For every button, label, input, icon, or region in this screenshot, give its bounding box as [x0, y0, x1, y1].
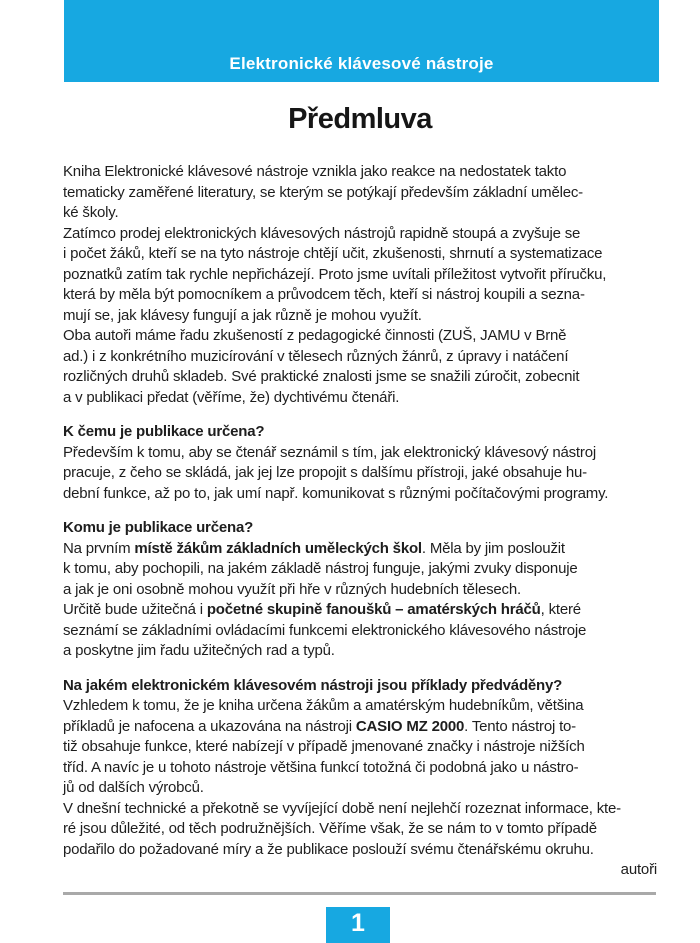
paragraph: [63, 162, 657, 224]
text-line: jů od dalších výrobců.: [63, 779, 204, 796]
section-heading: [63, 518, 657, 539]
text-line: mují se, jak klávesy fungují a jak různě je mohou využít.: [63, 306, 422, 324]
page-number-box: [326, 907, 390, 943]
text-line: i počet žáků, kteří se na tyto nástroje chtějí učit, zkušenosti, shrnutí a systematizace: [63, 245, 603, 262]
page-number: 1: [351, 909, 365, 937]
footer-rule: [63, 892, 656, 895]
text-line: pracuje, z čeho se skládá, jak jej lze propojit s dalšímu přístroji, jaké obsahuje hu-: [63, 464, 587, 481]
header-bar: [64, 0, 659, 82]
text-line: autoři: [620, 861, 657, 878]
text-line: Na jakém elektronickém klávesovém nástroji jsou příklady předváděny?: [63, 676, 563, 694]
paragraph: [63, 443, 657, 505]
text-line: seznámí se základními ovládacími funkcemi elektronického klávesového nástroje: [63, 621, 587, 639]
section-heading: [63, 422, 657, 443]
text-line: V dnešní technické a překotně se vyvíjející době není nejlehčí rozeznat informace, kte-: [63, 799, 621, 817]
text-line: Kniha Elektronické klávesové nástroje vznikla jako reakce na nedostatek takto: [63, 163, 567, 180]
running-head: Elektronické klávesové nástroje: [229, 54, 494, 73]
text-line: ré jsou důležité, od těch podružnějších. Věříme však, že se nám to v tomto případě: [63, 820, 597, 837]
text-line: Zatímco prodej elektronických klávesových nástrojů rapidně stoupá a zvyšuje se: [63, 224, 581, 242]
text-line: tiž obsahuje funkce, které nabízejí v případě jmenované značky i nástroje nižších: [63, 738, 585, 755]
text-line: a v publikaci předat (věříme, že) dychtivému čtenáři.: [63, 388, 400, 406]
text-line: dební funkce, až po to, jak umí např. komunikovat s různými počítačovými programy.: [63, 484, 609, 502]
text-line: k tomu, aby pochopili, na jakém základě nástroj funguje, jakými zvuky disponuje: [63, 560, 578, 577]
paragraph: [63, 326, 657, 408]
text-line: Komu je publikace určena?: [63, 519, 254, 536]
section-heading: [63, 676, 657, 697]
text-line: a jak je oni osobně mohou využít při hře v různých hudebních tělesech.: [63, 580, 521, 598]
text-line: podařilo do požadované míry a že publikace poslouží svému čtenářskému okruhu.: [63, 840, 594, 858]
text-line: Určitě bude užitečná i početné skupině fanoušků – amatérských hráčů, které: [63, 601, 581, 618]
signature-line: [63, 860, 657, 881]
text-line: ad.) i z konkrétního muzicírování v tělesech různých žánrů, z úpravy i natáčení: [63, 347, 569, 365]
text-line: tříd. A navíc je u tohoto nástroje většina funkcí totožná či podobná jako u nástro-: [63, 758, 579, 776]
text-line: tematicky zaměřené literatury, se kterým se potýkají především základní umělec-: [63, 183, 583, 201]
paragraph: [63, 799, 657, 861]
text-line: a poskytne jim řadu užitečných rad a typů.: [63, 642, 335, 659]
text-line: K čemu je publikace určena?: [63, 423, 265, 440]
text-line: která by měla být pomocníkem a průvodcem těch, kteří si nástroj koupili a sezna-: [63, 286, 585, 303]
text-line: ké školy.: [63, 204, 119, 221]
text-line: poznatků zatím tak rychle nepřicházejí. Proto jsme uvítali příležitost vytvořit příručku,: [63, 265, 607, 283]
text-line: Především k tomu, aby se čtenář seznámil s tím, jak elektronický klávesový nástroj: [63, 443, 596, 461]
text-line: Vzhledem k tomu, že je kniha určena žákům a amatérským hudebníkům, většina: [63, 697, 584, 714]
page-content: [63, 96, 657, 881]
page-title: Předmluva: [288, 103, 432, 135]
paragraph: [63, 224, 657, 327]
text-line: Oba autoři máme řadu zkušeností z pedagogické činnosti (ZUŠ, JAMU v Brně: [63, 327, 567, 344]
text-line: rozličných druhů skladeb. Své praktické znalosti jsme se snažili zúročit, zobecnit: [63, 368, 580, 385]
text-blocks: [63, 162, 657, 881]
text-line: Na prvním místě žákům základních uměleckých škol. Měla by jim posloužit: [63, 539, 565, 557]
paragraph: [63, 696, 657, 799]
paragraph: [63, 539, 657, 662]
text-line: příkladů je nafocena a ukazována na nástroji CASIO MZ 2000. Tento nástroj to-: [63, 717, 576, 735]
